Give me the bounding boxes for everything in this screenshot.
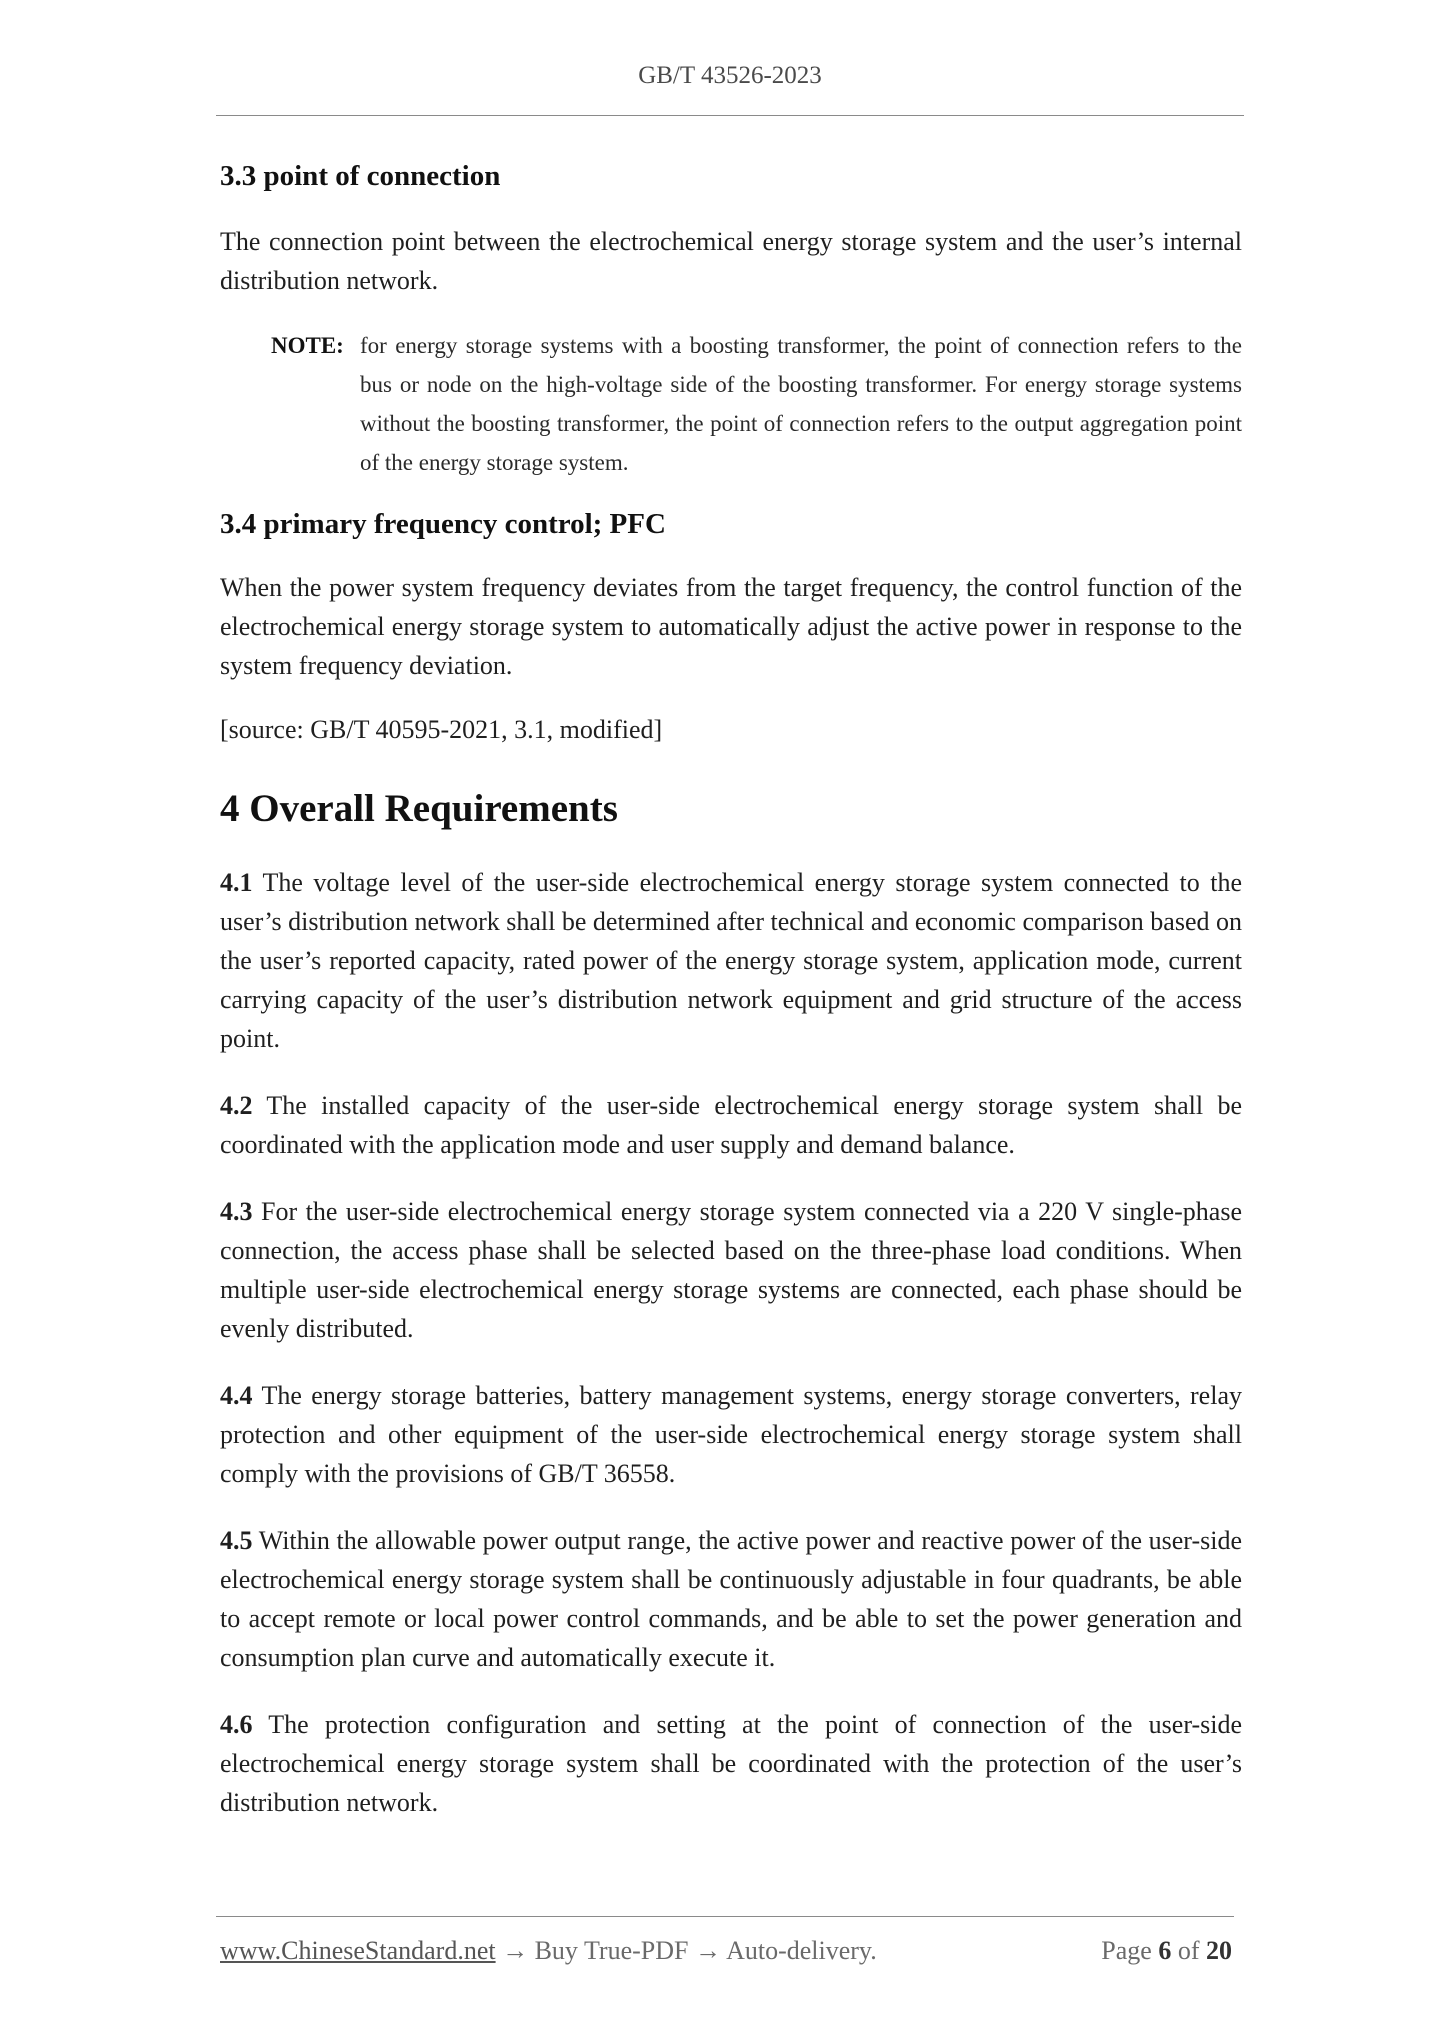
clause-text: The installed capacity of the user-side electrochemical energy storage system shall be coordinated with the application mode and user supply and demand balance. bbox=[220, 1091, 1242, 1159]
total-pages: 20 bbox=[1206, 1936, 1232, 1965]
clause-4-5 bbox=[220, 1521, 1242, 1677]
section-3-3-definition: The connection point between the electrochemical energy storage system and the user’s internal distribution network. bbox=[220, 227, 1242, 295]
page-number bbox=[1101, 1936, 1232, 1966]
footer-divider bbox=[216, 1916, 1234, 1917]
note-label: NOTE: bbox=[271, 333, 344, 358]
clause-number: 4.6 bbox=[220, 1710, 253, 1739]
of-word: of bbox=[1177, 1936, 1200, 1965]
clause-4-6 bbox=[220, 1705, 1242, 1822]
clause-text: The energy storage batteries, battery management systems, energy storage converters, relay protection and other equipment of the user-side electrochemical energy storage system shall comply with the provisions of GB/T 36558. bbox=[220, 1381, 1242, 1488]
clause-text: The protection configuration and setting at the point of connection of the user-side electrochemical energy storage system shall be coordinated with the protection of the user’s distribution network. bbox=[220, 1710, 1242, 1817]
clause-text: The voltage level of the user-side electrochemical energy storage system connected to the user’s distribution network shall be determined after technical and economic comparison based on the user’s reported capacity, rated power of the energy storage system, application mode, current carrying capacity of the user’s distribution network equipment and grid structure of the access point. bbox=[220, 868, 1242, 1053]
arrow-right-icon: → bbox=[695, 1936, 721, 1965]
clause-text: For the user-side electrochemical energy storage system connected via a 220 V single-phase connection, the access phase shall be selected based on the three-phase load conditions. When multiple user-side electrochemical energy storage systems are connected, each phase should be evenly distributed. bbox=[220, 1197, 1242, 1343]
clause-4-4 bbox=[220, 1376, 1242, 1493]
section-3-3-note bbox=[220, 326, 1242, 482]
clause-number: 4.2 bbox=[220, 1091, 253, 1120]
clause-number: 4.3 bbox=[220, 1197, 253, 1226]
page-word: Page bbox=[1101, 1936, 1152, 1965]
clause-number: 4.5 bbox=[220, 1526, 253, 1555]
clause-4-1 bbox=[220, 863, 1242, 1058]
clause-4-2 bbox=[220, 1086, 1242, 1164]
note-text: for energy storage systems with a boosting transformer, the point of connection refers to the bus or node on the high-voltage side of the boosting transformer. For energy storage systems without the boosting transformer, the point of connection refers to the output aggregation point of the energy storage system. bbox=[360, 333, 1242, 475]
buy-text: Buy True-PDF bbox=[534, 1936, 689, 1965]
clause-number: 4.1 bbox=[220, 868, 253, 897]
website-link[interactable]: www.ChineseStandard.net bbox=[220, 1936, 496, 1965]
arrow-right-icon: → bbox=[502, 1936, 529, 1965]
document-body bbox=[220, 156, 1242, 1822]
current-page: 6 bbox=[1158, 1936, 1172, 1965]
section-3-4-definition: When the power system frequency deviates from the target frequency, the control function of the electrochemical energy storage system to automatically adjust the active power in response to the system frequency deviation. bbox=[220, 573, 1242, 680]
clause-4-3 bbox=[220, 1192, 1242, 1348]
section-3-4-heading: 3.4 primary frequency control; PFC bbox=[220, 508, 666, 540]
section-4-heading: 4 Overall Requirements bbox=[220, 787, 618, 830]
delivery-text: Auto-delivery. bbox=[726, 1936, 877, 1965]
header-divider bbox=[216, 115, 1244, 116]
section-3-4-source: [source: GB/T 40595-2021, 3.1, modified] bbox=[220, 715, 663, 744]
footer-promo bbox=[220, 1936, 877, 1966]
section-3-3-heading: 3.3 point of connection bbox=[220, 160, 501, 192]
page-header-title: GB/T 43526-2023 bbox=[638, 62, 822, 89]
clause-number: 4.4 bbox=[220, 1381, 253, 1410]
page-footer bbox=[220, 1936, 1232, 1976]
clause-text: Within the allowable power output range, the active power and reactive power of the user-side electrochemical energy storage system shall be continuously adjustable in four quadrants, be able to accept remote or local power control commands, and be able to set the power generation and consumption plan curve and automatically execute it. bbox=[220, 1526, 1242, 1672]
